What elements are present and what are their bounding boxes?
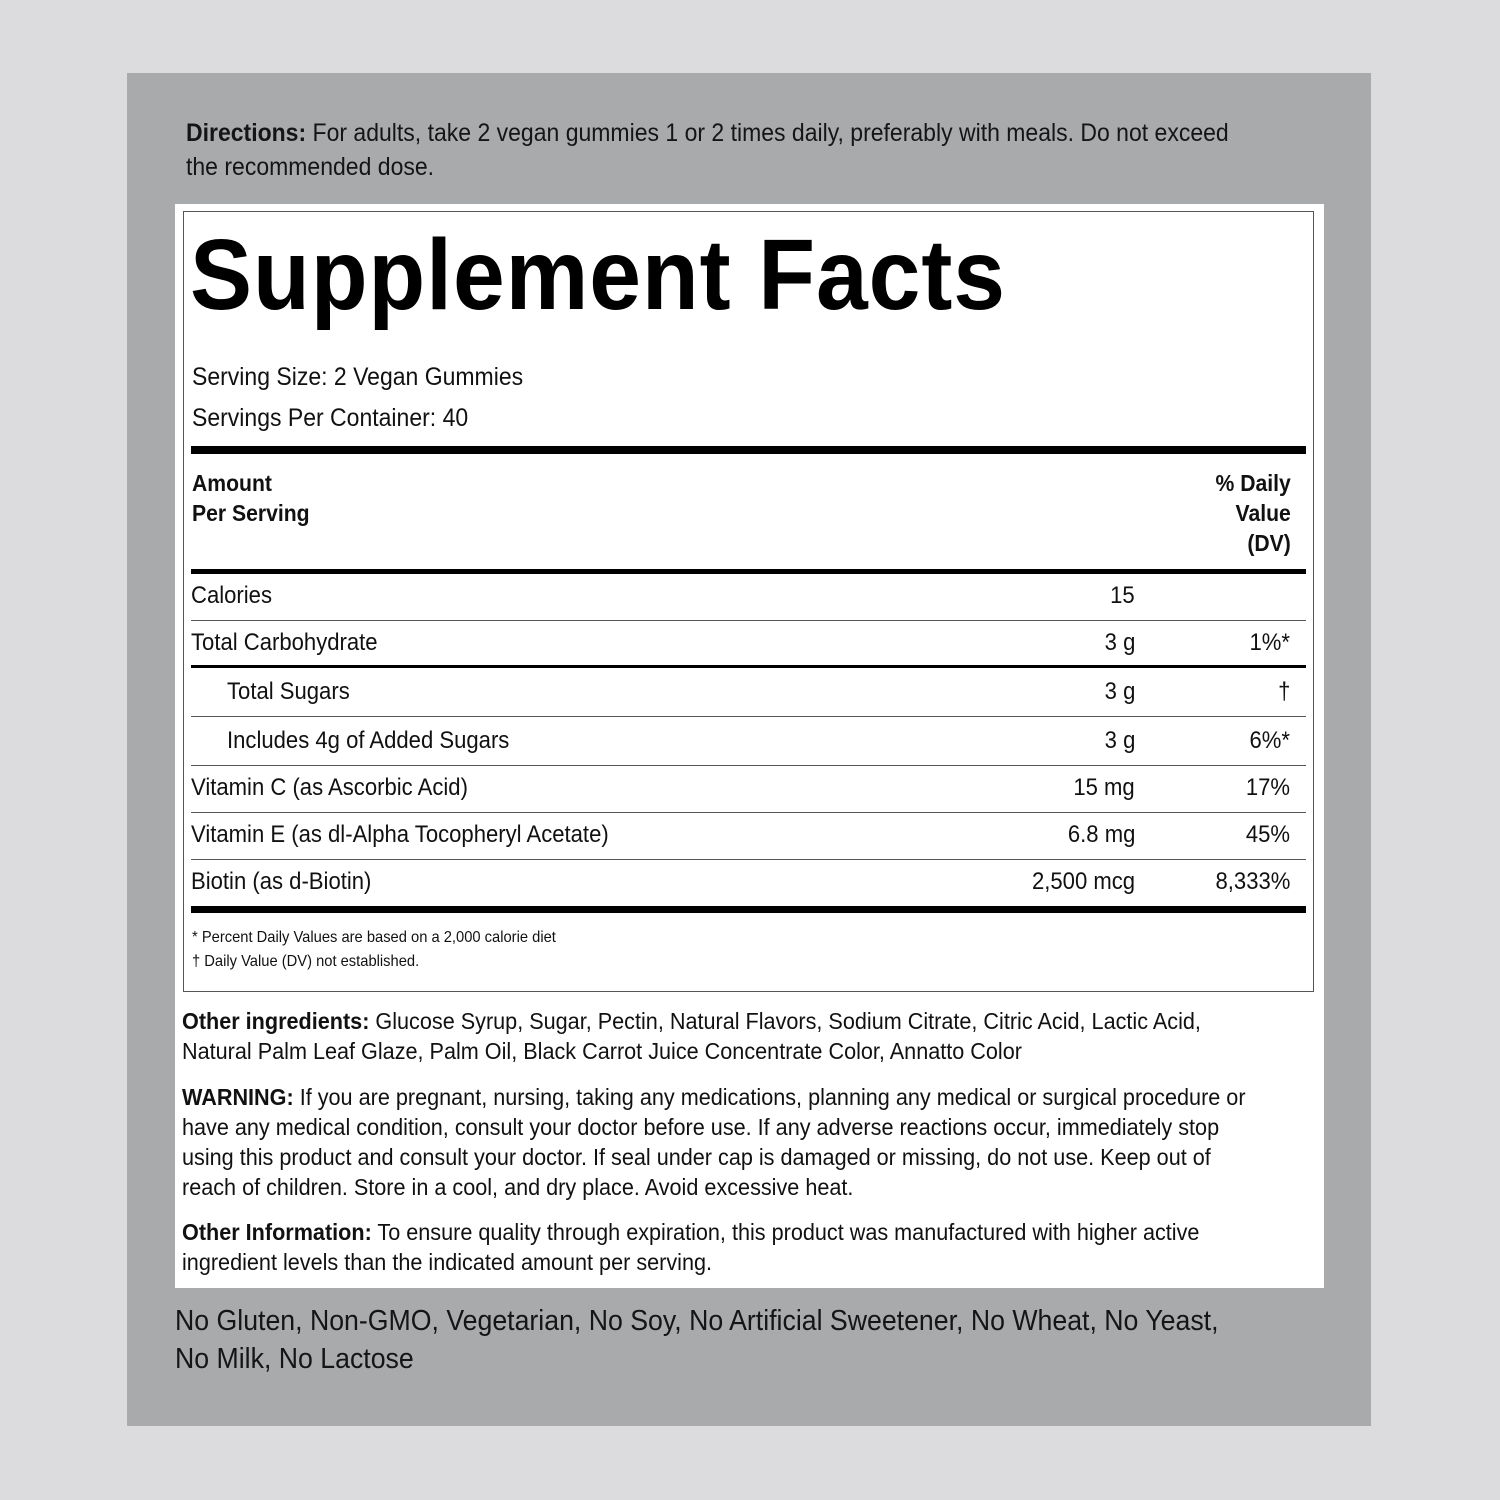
nutrient-dv: †	[1277, 678, 1290, 705]
nutrient-name: Calories	[191, 582, 272, 609]
nutrient-dv: 45%	[1245, 821, 1290, 848]
directions-body: For adults, take 2 vegan gummies 1 or 2 times daily, preferably with meals. Do not exceed the recommended dose.	[186, 119, 1229, 181]
other-ingredients-text: Glucose Syrup, Sugar, Pectin, Natural Flavors, Sodium Citrate, Citric Acid, Lactic Acid, Natural Palm Leaf Glaze, Palm Oil, Black Carrot Juice Concentrate Color, Annatto Color	[182, 1008, 1201, 1064]
serving-size: Serving Size: 2 Vegan Gummies	[192, 363, 524, 391]
warning-label: WARNING:	[182, 1084, 294, 1110]
nutrient-amount: 2,500 mcg	[1031, 868, 1135, 895]
warning	[182, 1082, 1263, 1202]
footnote-dv-not-established: † Daily Value (DV) not established.	[192, 953, 420, 970]
daily-value-header	[1216, 468, 1291, 558]
facts-row-vitamin-e	[191, 813, 1306, 860]
nutrient-amount: 15	[1110, 582, 1135, 609]
servings-per-container: Servings Per Container: 40	[192, 404, 469, 432]
nutrient-amount: 15 mg	[1073, 774, 1135, 801]
row-divider	[191, 665, 1306, 668]
nutrient-name: Includes 4g of Added Sugars	[227, 727, 510, 754]
facts-row-calories	[191, 574, 1306, 621]
nutrient-dv: 8,333%	[1215, 868, 1290, 895]
other-information-label: Other Information:	[182, 1219, 372, 1245]
nutrient-amount: 3 g	[1104, 678, 1135, 705]
nutrient-amount: 6.8 mg	[1067, 821, 1135, 848]
warning-text: If you are pregnant, nursing, taking any medications, planning any medical or surgical procedure or have any medical condition, consult your doctor before use. If any adverse reactions occur, immediately stop using this product and consult your doctor. If seal under cap is damaged or missing, do not use. Keep out of reach of children. Store in a cool, and dry place. Avoid excessive heat.	[182, 1084, 1246, 1200]
bottom-thick-divider	[191, 906, 1306, 913]
facts-row-vitamin-c	[191, 766, 1306, 813]
free-from-claims: No Gluten, Non-GMO, Vegetarian, No Soy, No Artificial Sweetener, No Wheat, No Yeast, No Milk, No Lactose	[175, 1305, 1219, 1375]
facts-row-biotin	[191, 860, 1306, 907]
nutrient-amount: 3 g	[1104, 727, 1135, 754]
nutrient-amount: 3 g	[1104, 629, 1135, 656]
nutrient-dv: 1%*	[1249, 629, 1290, 656]
row-divider	[191, 716, 1306, 718]
nutrient-name: Biotin (as d-Biotin)	[191, 868, 372, 895]
nutrient-name: Total Carbohydrate	[191, 629, 378, 656]
nutrient-name: Vitamin E (as dl-Alpha Tocopheryl Acetate)	[191, 821, 609, 848]
supplement-facts-title: Supplement Facts	[190, 219, 1006, 331]
facts-row-added-sugars	[191, 719, 1306, 766]
other-information	[182, 1217, 1263, 1277]
directions-text	[186, 116, 1235, 184]
facts-row-total-sugars	[191, 670, 1306, 717]
header-amount-line2: Per Serving	[192, 500, 310, 526]
facts-row-total-carbohydrate	[191, 621, 1306, 668]
amount-per-serving-header	[192, 468, 310, 528]
thick-divider	[191, 446, 1306, 454]
header-dv-line2: Value	[1235, 500, 1291, 526]
nutrient-dv: 17%	[1245, 774, 1290, 801]
header-dv-line1: % Daily	[1215, 470, 1291, 496]
header-amount-line1: Amount	[192, 470, 272, 496]
header-dv-line3: (DV)	[1247, 530, 1291, 556]
directions-label: Directions:	[186, 119, 307, 147]
nutrient-dv: 6%*	[1249, 727, 1290, 754]
nutrient-name: Total Sugars	[227, 678, 350, 705]
other-ingredients-label: Other ingredients:	[182, 1008, 370, 1034]
other-ingredients	[182, 1006, 1263, 1066]
footnote-percent-dv: * Percent Daily Values are based on a 2,000 calorie diet	[192, 929, 556, 946]
other-information-text: To ensure quality through expiration, this product was manufactured with higher active ingredient levels than the indicated amount per serving.	[182, 1219, 1200, 1275]
nutrient-name: Vitamin C (as Ascorbic Acid)	[191, 774, 468, 801]
